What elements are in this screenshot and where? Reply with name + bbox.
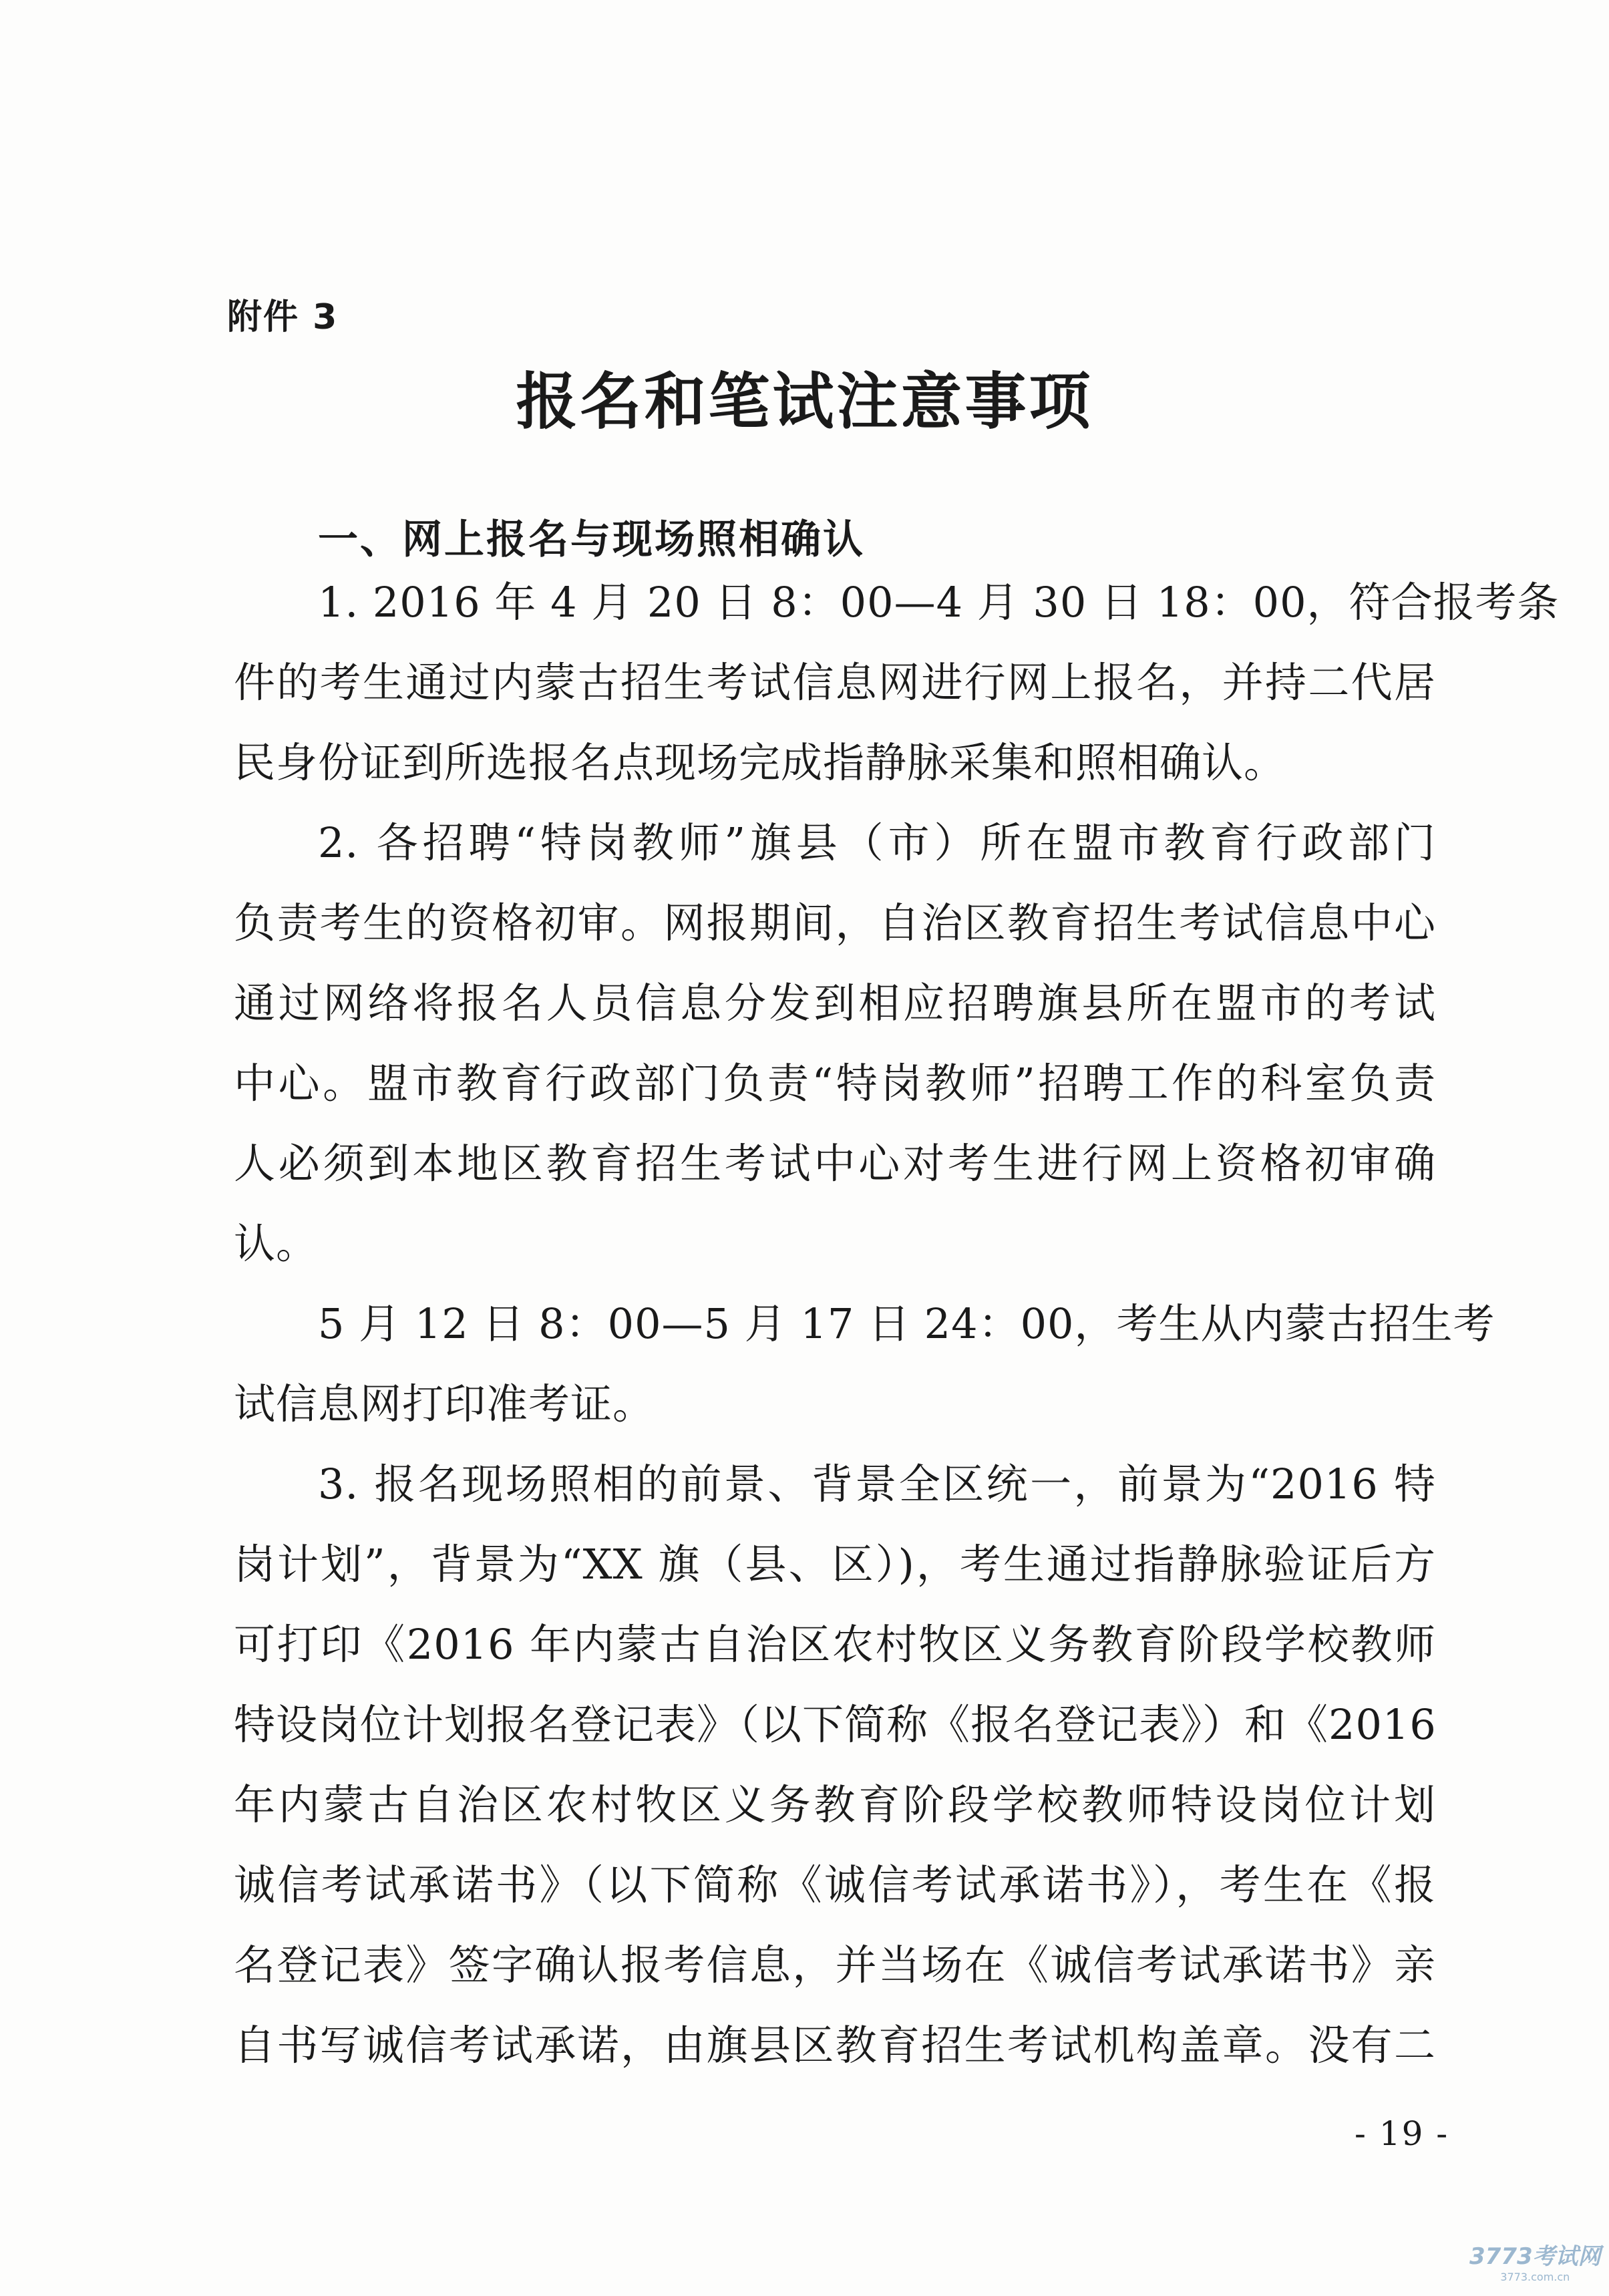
paragraph-line: 年内蒙古自治区农村牧区义务教育阶段学校教师特设岗位计划	[234, 1780, 1436, 1829]
paragraph-line: 可打印《2016 年内蒙古自治区农村牧区义务教育阶段学校教师	[234, 1620, 1436, 1669]
paragraph-line: 3. 报名现场照相的前景、背景全区统一，前景为“2016 特	[318, 1460, 1436, 1508]
paragraph-line: 5 月 12 日 8：00—5 月 17 日 24：00，考生从内蒙古招生考	[318, 1299, 1495, 1348]
paragraph-line: 通过网络将报名人员信息分发到相应招聘旗县所在盟市的考试	[234, 979, 1436, 1027]
paragraph-line: 件的考生通过内蒙古招生考试信息网进行网上报名，并持二代居	[234, 658, 1436, 707]
attachment-label: 附件 3	[227, 297, 339, 337]
watermark-logo	[1469, 2238, 1601, 2283]
paragraph-line: 1. 2016 年 4 月 20 日 8：00—4 月 30 日 18：00，符合报考条	[318, 578, 1560, 627]
paragraph-line: 2. 各招聘“特岗教师”旗县（市）所在盟市教育行政部门	[318, 818, 1436, 867]
paragraph-line: 岗计划”，背景为“XX 旗（县、区）)，考生通过指静脉验证后方	[234, 1540, 1436, 1589]
paragraph-line: 试信息网打印准考证。	[234, 1379, 655, 1428]
paragraph-line: 名登记表》签字确认报考信息，并当场在《诚信考试承诺书》亲	[234, 1941, 1436, 1989]
section-heading: 一、网上报名与现场照相确认	[318, 516, 865, 563]
paragraph-line: 负责考生的资格初审。网报期间，自治区教育招生考试信息中心	[234, 898, 1436, 947]
watermark-text: 3773考试网	[1469, 2243, 1601, 2270]
paragraph-line: 人必须到本地区教育招生考试中心对考生进行网上资格初审确	[234, 1139, 1436, 1188]
paragraph-line: 民身份证到所选报名点现场完成指静脉采集和照相确认。	[234, 738, 1286, 787]
document-title: 报名和笔试注意事项	[516, 366, 1093, 438]
paragraph-line: 自书写诚信考试承诺，由旗县区教育招生考试机构盖章。没有二	[234, 2021, 1436, 2070]
paragraph-line: 特设岗位计划报名登记表》（以下简称《报名登记表》）和《2016	[234, 1700, 1437, 1749]
paragraph-line: 认。	[234, 1219, 319, 1268]
paragraph-line: 中心。盟市教育行政部门负责“特岗教师”招聘工作的科室负责	[234, 1059, 1436, 1108]
watermark-url: 3773.com.cn	[1500, 2271, 1570, 2283]
paragraph-line: 诚信考试承诺书》（以下简称《诚信考试承诺书》），考生在《报	[234, 1860, 1436, 1909]
page-number: - 19 -	[1355, 2114, 1449, 2153]
